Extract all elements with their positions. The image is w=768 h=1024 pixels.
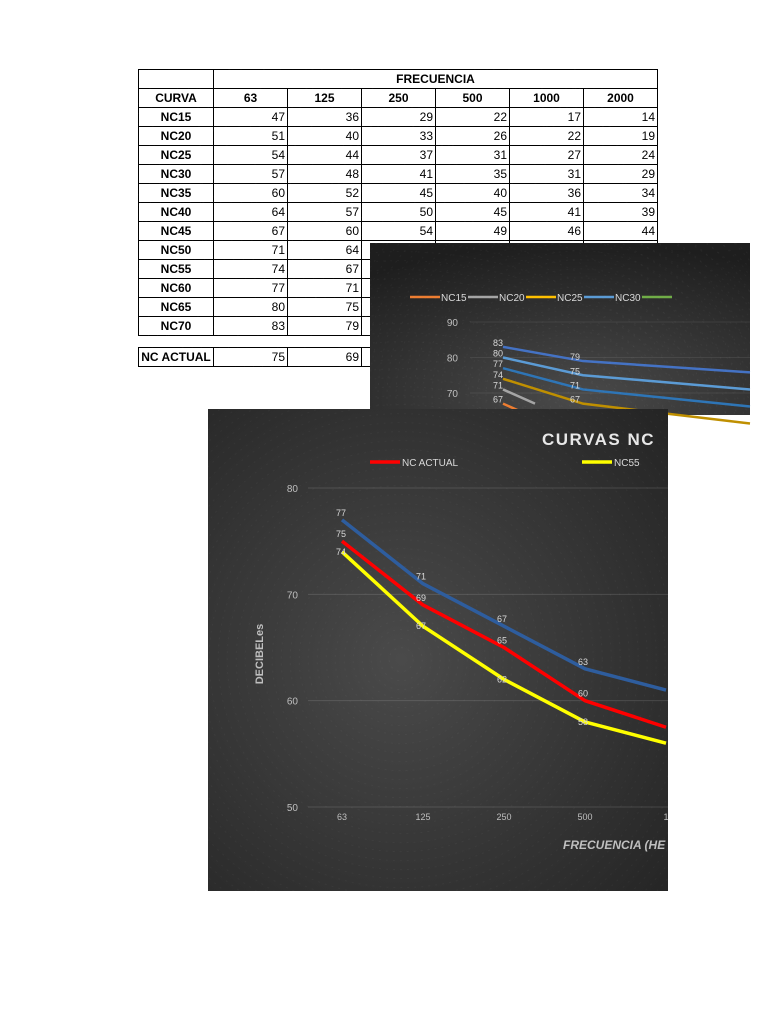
data-label: 75 — [569, 366, 581, 377]
data-label: 77 — [335, 507, 347, 518]
curva-header: CURVA — [139, 89, 214, 108]
table-row — [139, 127, 658, 146]
table-cell: 64 — [214, 203, 288, 222]
x-tick-label: 500 — [577, 812, 593, 822]
curve-label: NC55 — [139, 260, 214, 279]
table-cell: 34 — [584, 184, 658, 203]
y-tick-label: 60 — [286, 696, 298, 708]
table-cell: 29 — [362, 108, 436, 127]
table-cell: 60 — [288, 222, 362, 241]
table-cell: 54 — [362, 222, 436, 241]
table-cell: 54 — [214, 146, 288, 165]
data-label: 67 — [492, 394, 504, 405]
y-axis-title: DECIBELes — [254, 623, 266, 685]
data-label: 63 — [577, 656, 589, 667]
table-cell: 46 — [510, 222, 584, 241]
data-label: 74 — [335, 546, 347, 557]
data-label: 67 — [569, 394, 581, 405]
table-cell: 26 — [436, 127, 510, 146]
data-label: 65 — [496, 635, 508, 646]
table-cell: 71 — [288, 279, 362, 298]
x-tick-label: 125 — [415, 812, 431, 822]
x-tick-label: 63 — [336, 812, 348, 822]
table-cell: 83 — [214, 317, 288, 336]
table-cell: 48 — [288, 165, 362, 184]
x-tick-label: 1 — [663, 812, 669, 822]
table-row — [139, 222, 658, 241]
table-cell: 57 — [214, 165, 288, 184]
y-tick-label: 50 — [286, 803, 298, 814]
frequency-header: 1000 — [510, 89, 584, 108]
curve-label: NC65 — [139, 298, 214, 317]
table-cell: 44 — [584, 222, 658, 241]
data-label: 75 — [335, 529, 347, 540]
table-cell: 31 — [436, 146, 510, 165]
chart-background — [370, 243, 750, 415]
table-cell: 80 — [214, 298, 288, 317]
curve-label: NC25 — [139, 146, 214, 165]
data-label: 74 — [492, 369, 504, 380]
y-tick-label: 70 — [446, 389, 458, 400]
x-tick-label: 250 — [496, 812, 512, 822]
table-cell: 77 — [214, 279, 288, 298]
table-cell: 79 — [288, 317, 362, 336]
table-cell: 75 — [288, 298, 362, 317]
frequency-header: 2000 — [584, 89, 658, 108]
table-cell: 45 — [362, 184, 436, 203]
nc-actual-label: NC ACTUAL — [139, 348, 214, 367]
chart-title: CURVAS NC — [542, 430, 655, 449]
y-tick-label: 90 — [446, 318, 458, 329]
header-row-frequencies — [139, 89, 658, 108]
legend-label: NC55 — [614, 458, 640, 469]
data-label: 67 — [415, 621, 427, 632]
table-cell: 37 — [362, 146, 436, 165]
data-label: 67 — [496, 614, 508, 625]
data-label: 62 — [496, 674, 508, 685]
curve-label: NC15 — [139, 108, 214, 127]
legend-label: NC15 — [441, 293, 467, 304]
nc-curves-chart-background — [370, 243, 750, 415]
data-label: 79 — [569, 352, 581, 363]
table-cell: 24 — [584, 146, 658, 165]
table-cell: 14 — [584, 108, 658, 127]
table-cell: 74 — [214, 260, 288, 279]
curve-label: NC35 — [139, 184, 214, 203]
table-cell: 71 — [214, 241, 288, 260]
data-label: 71 — [569, 380, 581, 391]
table-cell: 22 — [436, 108, 510, 127]
table-cell: 35 — [436, 165, 510, 184]
x-axis-title: FRECUENCIA (HE — [563, 838, 666, 852]
table-cell: 40 — [288, 127, 362, 146]
table-cell: 31 — [510, 165, 584, 184]
legend-label: NC30 — [615, 293, 641, 304]
header-row-group — [139, 70, 658, 89]
table-cell: 40 — [436, 184, 510, 203]
nc-curves-chart — [208, 409, 668, 891]
table-cell: 33 — [362, 127, 436, 146]
frequency-header: 63 — [214, 89, 288, 108]
table-cell: 49 — [436, 222, 510, 241]
data-label: 71 — [415, 571, 427, 582]
curve-label: NC60 — [139, 279, 214, 298]
table-cell: 51 — [214, 127, 288, 146]
table-cell: 36 — [288, 108, 362, 127]
frequency-header: 125 — [288, 89, 362, 108]
table-cell: 41 — [510, 203, 584, 222]
table-cell: 22 — [510, 127, 584, 146]
curve-label: NC45 — [139, 222, 214, 241]
curve-label: NC40 — [139, 203, 214, 222]
frequency-header: 250 — [362, 89, 436, 108]
y-tick-label: 80 — [446, 353, 458, 365]
frecuencia-header: FRECUENCIA — [214, 70, 658, 89]
table-cell: 41 — [362, 165, 436, 184]
data-label: 58 — [577, 716, 589, 727]
curve-label: NC30 — [139, 165, 214, 184]
table-row — [139, 165, 658, 184]
curve-label: NC70 — [139, 317, 214, 336]
table-cell: 17 — [510, 108, 584, 127]
table-cell: 60 — [214, 184, 288, 203]
data-label: 69 — [415, 592, 427, 603]
y-tick-label: 80 — [286, 484, 298, 495]
table-cell: 67 — [214, 222, 288, 241]
table-cell: 67 — [288, 260, 362, 279]
table-cell: 50 — [362, 203, 436, 222]
legend-label: NC20 — [499, 293, 525, 304]
table-cell: 19 — [584, 127, 658, 146]
chart-background — [208, 409, 668, 891]
table-cell: 47 — [214, 108, 288, 127]
data-label: 83 — [492, 337, 504, 348]
table-cell: 52 — [288, 184, 362, 203]
frequency-header: 500 — [436, 89, 510, 108]
y-tick-label: 70 — [286, 590, 298, 602]
curve-label: NC20 — [139, 127, 214, 146]
legend-label: NC ACTUAL — [402, 458, 459, 469]
table-row — [139, 146, 658, 165]
table-cell: 64 — [288, 241, 362, 260]
curve-label: NC50 — [139, 241, 214, 260]
table-cell: 44 — [288, 146, 362, 165]
table-cell: 57 — [288, 203, 362, 222]
table-cell: 27 — [510, 146, 584, 165]
table-cell: 75 — [214, 348, 288, 367]
legend-label: NC25 — [557, 293, 583, 304]
data-label: 77 — [492, 359, 504, 370]
table-cell: 36 — [510, 184, 584, 203]
table-row — [139, 184, 658, 203]
data-label: 60 — [577, 688, 589, 699]
table-cell: 29 — [584, 165, 658, 184]
data-label: 71 — [492, 380, 504, 391]
table-cell: 39 — [584, 203, 658, 222]
table-cell: 45 — [436, 203, 510, 222]
data-label: 80 — [492, 348, 504, 359]
table-cell: 69 — [288, 348, 362, 367]
